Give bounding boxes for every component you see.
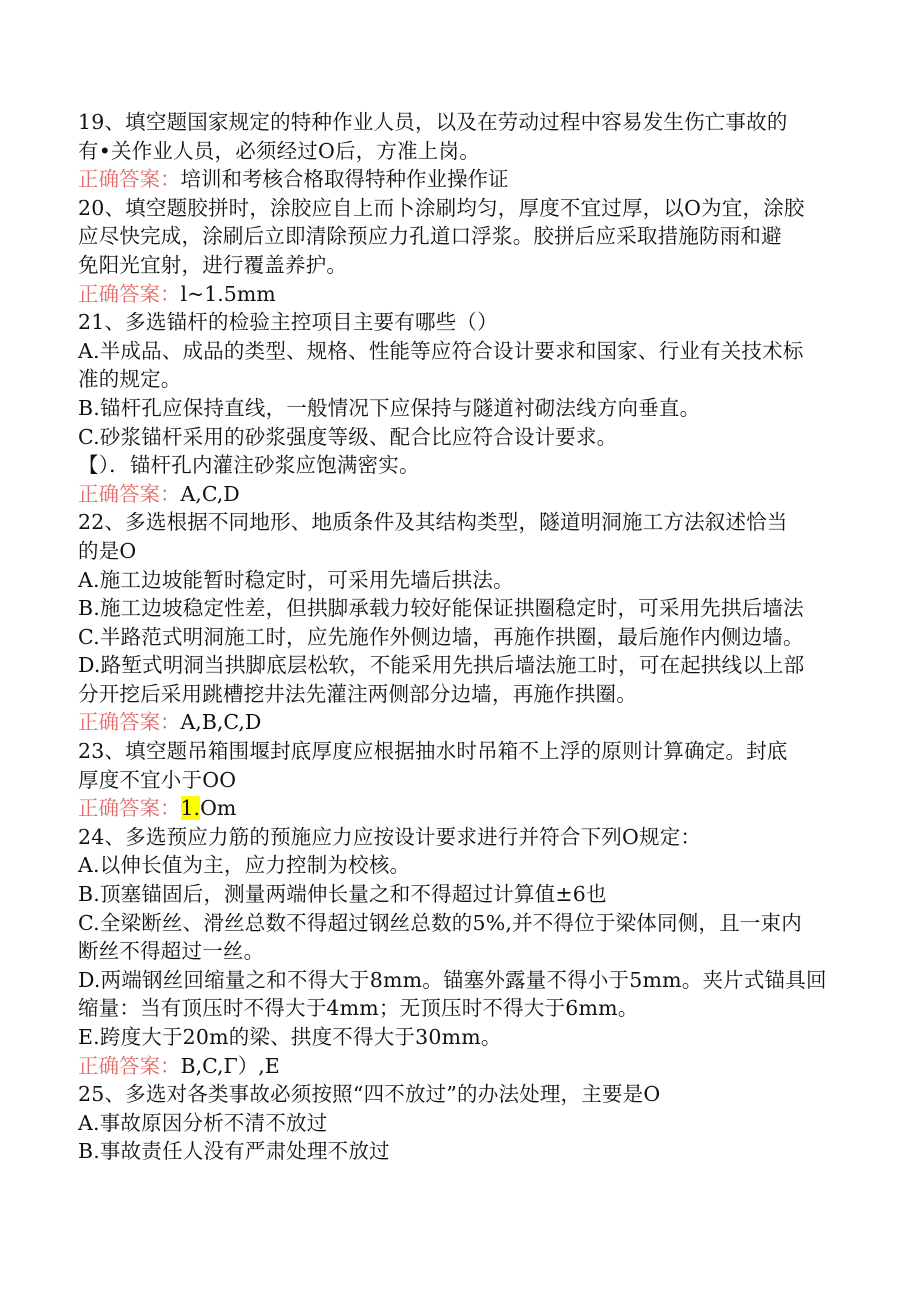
text-line: 19、填空题国家规定的特种作业人员，以及在劳动过程中容易发生伤亡事故的 <box>78 110 788 134</box>
answer-label: 正确答案： <box>78 167 181 192</box>
text-line: 厚度不宜小于OO <box>78 767 237 792</box>
answer-value: 培训和考核合格取得特种作业操作证 <box>180 167 509 192</box>
answer-value-highlighted: 1. <box>180 796 201 821</box>
text-line: 20、填空题胶拼时，涂胶应自上而卜涂刷均匀，厚度不宜过厚，以O为宜，涂胶 <box>78 195 805 220</box>
answer-value: l~1.5mm <box>180 281 276 306</box>
document-page <box>78 108 848 1166</box>
answer-value: A,C,D <box>180 481 240 506</box>
question-list <box>78 108 848 1166</box>
answer-label: 正确答案： <box>78 1053 181 1078</box>
text-line: 21、多选锚杆的检验主控项目主要有哪些（） <box>78 310 498 335</box>
text-line: 25、多选对各类事故必须按照“四不放过”的办法处理，主要是O <box>78 1082 661 1107</box>
text-line: A.以伸长值为主，应力控制为校核。 <box>78 853 411 878</box>
text-line: E.跨度大于20m的梁、拱度不得大于30mm。 <box>78 1025 502 1049</box>
text-line: 准的规定。 <box>78 367 182 392</box>
answer-line <box>78 480 848 509</box>
text-line: 24、多选预应力筋的预施应力应按设计要求进行并符合下列O规定： <box>78 824 702 849</box>
text-line: C.全梁断丝、滑丝总数不得超过钢丝总数的5%,并不得位于梁体同侧，且一束内 <box>78 910 802 935</box>
text-line: 23、填空题吊箱围堰封底厚度应根据抽水时吊箱不上浮的原则计算确定。封底 <box>78 739 788 764</box>
answer-label: 正确答案： <box>78 281 181 306</box>
text-line: D.两端钢丝回缩量之和不得大于8mm。锚塞外露量不得小于5mm。夹片式锚具回 <box>78 967 827 992</box>
text-line: D.路堑式明洞当拱脚底层松软，不能采用先拱后墙法施工时，可在起拱线以上部 <box>78 653 805 678</box>
text-line: 应尽快完成，涂刷后立即清除预应力孔道口浮浆。胶拼后应采取措施防雨和避 <box>78 224 782 249</box>
text-line: 有•关作业人员，必须经过O后，方准上岗。 <box>78 138 480 163</box>
answer-value: A,B,C,D <box>180 710 262 735</box>
text-line: 免阳光宜射，进行覆盖养护。 <box>78 252 348 277</box>
answer-line <box>78 165 848 194</box>
answer-value: Om <box>200 796 237 821</box>
text-line: 分开挖后采用跳槽挖井法先灌注两侧部分边墙，再施作拱圈。 <box>78 681 637 706</box>
text-line: C.砂浆锚杆采用的砂浆强度等级、配合比应符合设计要求。 <box>78 424 618 449</box>
answer-label: 正确答案： <box>78 710 181 735</box>
answer-line <box>78 280 848 309</box>
text-line: A.事故原因分析不清不放过 <box>78 1110 328 1135</box>
text-line: 缩量：当有顶压时不得大于4mm；无顶压时不得大于6mm。 <box>78 996 639 1021</box>
text-line: B.施工边坡稳定性差，但拱脚承载力较好能保证拱圈稳定时，可采用先拱后墙法 <box>78 596 804 621</box>
text-line: 【）．锚杆孔内灌注砂浆应饱满密实。 <box>78 453 420 478</box>
text-line: 22、多选根据不同地形、地质条件及其结构类型，隧道明洞施工方法叙述恰当 <box>78 510 788 535</box>
text-line: 的是O <box>78 538 137 563</box>
text-line: B.锚杆孔应保持直线，一般情况下应保持与隧道衬砌法线方向垂直。 <box>78 395 701 420</box>
text-line: C.半路范式明洞施工时，应先施作外侧边墙，再施作拱圈，最后施作内侧边墙。 <box>78 624 804 649</box>
text-line: B.顶塞锚固后，测量两端伸长量之和不得超过计算值±6也 <box>78 882 607 907</box>
answer-line <box>78 708 848 737</box>
text-line: A.施工边坡能暂时稳定时，可采用先墙后拱法。 <box>78 567 514 592</box>
answer-label: 正确答案： <box>78 481 181 506</box>
answer-label: 正确答案： <box>78 796 181 821</box>
answer-value: B,C,Γ）,E <box>180 1053 280 1078</box>
text-line: 断丝不得超过一丝。 <box>78 939 265 964</box>
text-line: B.事故责任人没有严肃处理不放过 <box>78 1139 390 1164</box>
answer-line <box>78 1052 848 1081</box>
text-line: A.半成品、成品的类型、规格、性能等应符合设计要求和国家、行业有关技术标 <box>78 338 804 363</box>
answer-line <box>78 794 848 823</box>
